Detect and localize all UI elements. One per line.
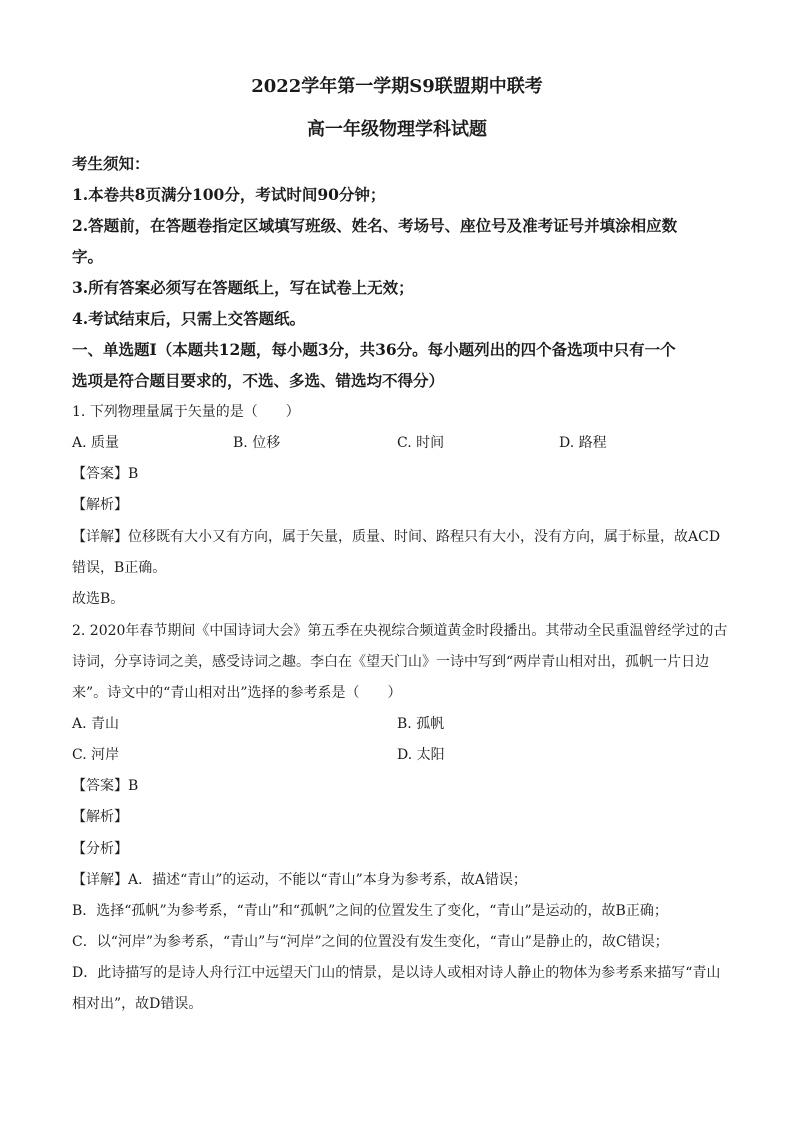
q2-option-b: B. 孤帆 (397, 716, 445, 732)
section-heading-line-1: 一、单选题Ⅰ（本题共12题，每小题3分，共36分。每小题列出的四个备选项中只有一个 (72, 340, 676, 359)
notice-item-2-line-2: 字。 (72, 247, 104, 266)
q2-option-d: D. 太阳 (397, 747, 445, 763)
q2-detail-c: C．以“河岸”为参考系，“青山”与“河岸”之间的位置没有发生变化，“青山”是静止的，故C错误； (72, 934, 669, 950)
notice-item-1: 1.本卷共8页满分100分，考试时间90分钟； (72, 185, 386, 204)
notice-item-2-line-1: 2.答题前，在答题卷指定区域填写班级、姓名、考场号、座位号及准考证号并填涂相应数 (72, 216, 678, 235)
q2-analysis-label: 【解析】 (72, 809, 128, 825)
q1-stem: 1. 下列物理量属于矢量的是（ ） (72, 404, 300, 420)
q1-option-c: C. 时间 (397, 435, 445, 451)
q1-option-a: A. 质量 (72, 435, 120, 451)
q2-stem-line-3: 来”。诗文中的“青山相对出”选择的参考系是（ ） (72, 685, 402, 701)
notice-heading: 考生须知： (72, 154, 150, 173)
q1-conclusion: 故选B。 (72, 591, 125, 607)
q2-detail-d-line-1: D．此诗描写的是诗人舟行江中远望天门山的情景，是以诗人或相对诗人静止的物体为参考系来描写“青山 (72, 965, 721, 981)
q1-analysis-label: 【解析】 (72, 497, 128, 513)
q2-answer: 【答案】B (72, 778, 139, 794)
q1-detail-line-2: 错误，B正确。 (72, 560, 167, 576)
q1-option-d: D. 路程 (559, 435, 607, 451)
exam-subtitle: 高一年级物理学科试题 (307, 119, 487, 140)
exam-title: 2022学年第一学期S9联盟期中联考 (251, 76, 543, 97)
q2-analysis2-label: 【分析】 (72, 841, 128, 857)
q1-option-b: B. 位移 (233, 435, 281, 451)
q1-detail-line-1: 【详解】位移既有大小又有方向，属于矢量，质量、时间、路程只有大小，没有方向，属于标量，故ACD (72, 529, 721, 545)
q2-stem-line-2: 诗词，分享诗词之美，感受诗词之趣。李白在《望天门山》一诗中写到“两岸青山相对出，孤帆一片日边 (72, 654, 710, 670)
q2-detail-a: 【详解】A．描述“青山”的运动，不能以“青山”本身为参考系，故A错误； (72, 872, 527, 888)
section-heading-line-2: 选项是符合题目要求的，不选、多选、错选均不得分） (72, 371, 445, 390)
q2-detail-d-line-2: 相对出”，故D错误。 (72, 996, 203, 1012)
q2-detail-b: B．选择“孤帆”为参考系，“青山”和“孤帆”之间的位置发生了变化，“青山”是运动的，故B正确； (72, 903, 668, 919)
q2-option-a: A. 青山 (72, 716, 120, 732)
q2-stem-line-1: 2. 2020年春节期间《中国诗词大会》第五季在央视综合频道黄金时段播出。其带动全民重温曾经学过的古 (72, 623, 728, 639)
q1-answer: 【答案】B (72, 466, 139, 482)
notice-item-3: 3.所有答案必须写在答题纸上，写在试卷上无效； (72, 278, 414, 297)
q2-option-c: C. 河岸 (72, 747, 120, 763)
notice-item-4: 4.考试结束后，只需上交答题纸。 (72, 309, 306, 328)
